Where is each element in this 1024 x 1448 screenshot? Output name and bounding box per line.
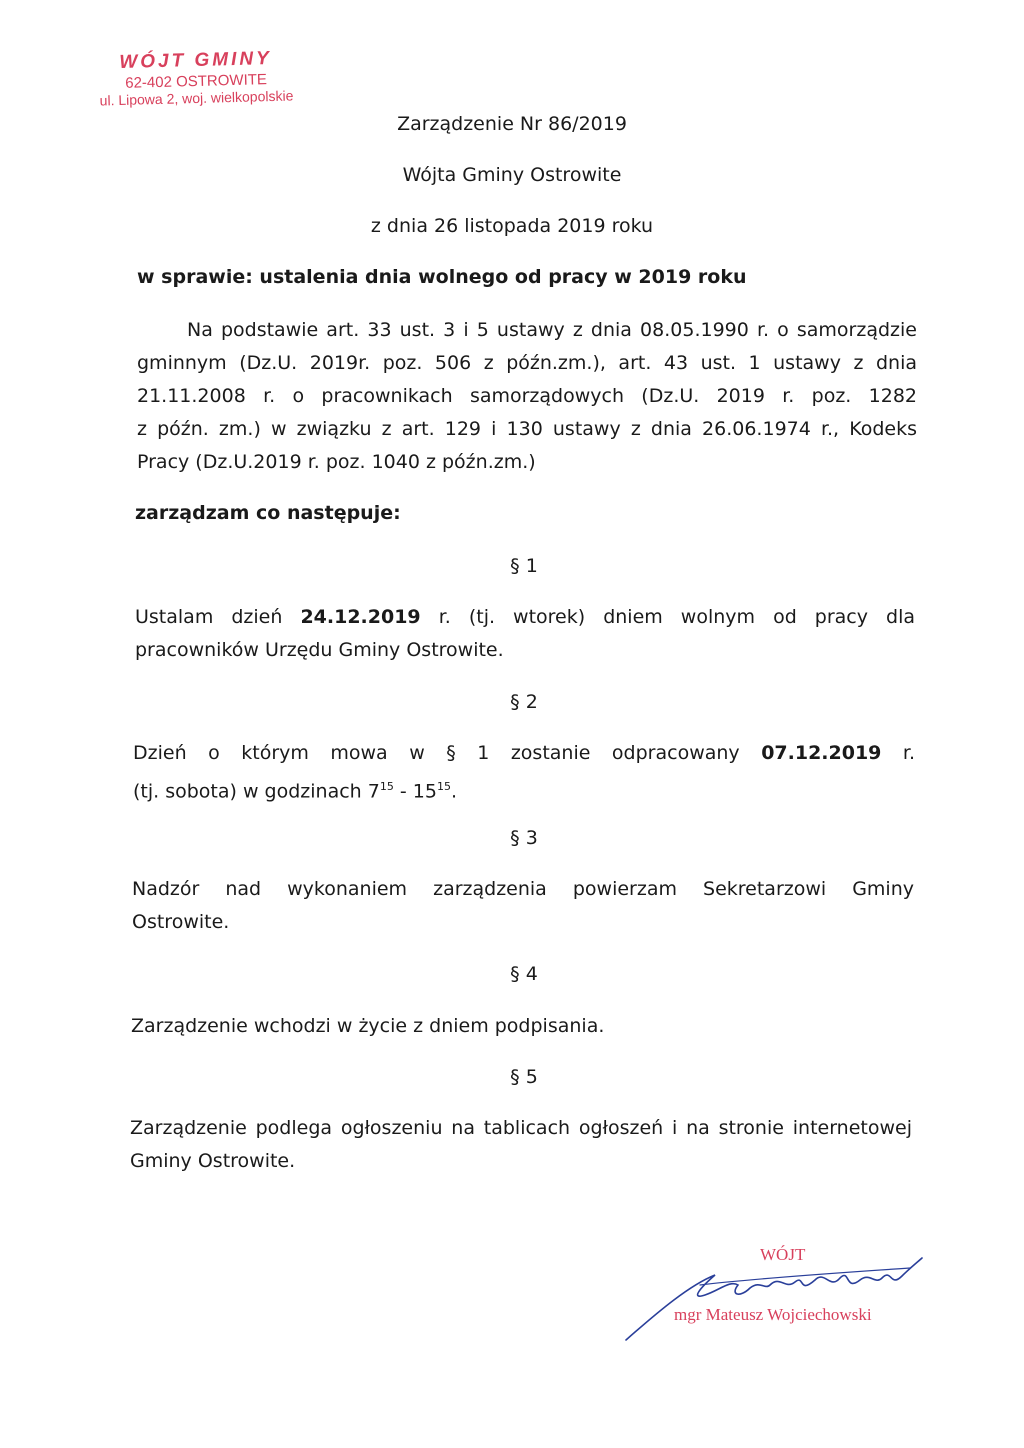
section-5-line: Zarządzenie podlega ogłoszeniu na tablicach ogłoszeń i na stronie internetowej xyxy=(130,1117,912,1139)
decree-intro: zarządzam co następuje: xyxy=(135,502,401,524)
date-highlight: 24.12.2019 xyxy=(300,606,421,628)
handwritten-signature xyxy=(620,1240,940,1350)
preamble-line: z późn. zm.) w związku z art. 129 i 130 ustawy z dnia 26.06.1974 r., Kodeks xyxy=(137,418,917,440)
text: - 15 xyxy=(393,780,437,803)
signature-title: WÓJT xyxy=(760,1245,806,1264)
document-subject: w sprawie: ustalenia dnia wolnego od pracy w 2019 roku xyxy=(137,266,747,288)
section-1-heading: § 1 xyxy=(510,555,538,577)
section-1-line: pracowników Urzędu Gminy Ostrowite. xyxy=(135,639,504,661)
text: Dzień o którym mowa w § 1 zostanie odpracowany xyxy=(133,742,740,764)
stamp-title: WÓJT GMINY xyxy=(119,48,273,73)
section-4-line: Zarządzenie wchodzi w życie z dniem podpisania. xyxy=(131,1015,605,1037)
document-authority: Wójta Gminy Ostrowite xyxy=(402,164,622,186)
section-1-body xyxy=(135,601,915,667)
section-5-body xyxy=(130,1112,912,1178)
preamble-line: Pracy (Dz.U.2019 r. poz. 1040 z późn.zm.) xyxy=(137,451,536,473)
text: (tj. sobota) w godzinach 7 xyxy=(133,780,380,803)
section-3-line: Nadzór nad wykonaniem zarządzenia powierzam Sekretarzowi Gminy xyxy=(132,878,914,900)
superscript: 15 xyxy=(379,780,394,793)
preamble xyxy=(137,314,917,479)
section-5-line: Gminy Ostrowite. xyxy=(130,1150,296,1172)
preamble-line: Na podstawie art. 33 ust. 3 i 5 ustawy z dnia 08.05.1990 r. o samorządzie xyxy=(187,319,917,341)
section-2-heading: § 2 xyxy=(510,691,538,713)
date-highlight: 07.12.2019 xyxy=(761,742,882,764)
stamp-postcode: 62-402 OSTROWITE xyxy=(125,71,268,92)
text: . xyxy=(450,780,458,803)
text: r. xyxy=(902,742,916,764)
stamp-address: ul. Lipowa 2, woj. wielkopolskie xyxy=(99,87,294,109)
superscript: 15 xyxy=(436,780,451,793)
signatory-name: mgr Mateusz Wojciechowski xyxy=(674,1305,872,1324)
office-stamp xyxy=(75,47,316,109)
preamble-line: gminnym (Dz.U. 2019r. poz. 506 z późn.zm.), art. 43 ust. 1 ustawy z dnia xyxy=(137,352,917,374)
section-4-heading: § 4 xyxy=(510,963,538,985)
section-2-body xyxy=(133,737,915,808)
document-title: Zarządzenie Nr 86/2019 xyxy=(397,113,627,135)
text: Ustalam dzień xyxy=(135,606,301,628)
text: r. (tj. wtorek) dniem wolnym od pracy dla xyxy=(420,606,916,628)
section-2-line xyxy=(133,770,915,808)
section-3-heading: § 3 xyxy=(510,827,538,849)
section-3-body xyxy=(132,873,914,939)
section-5-heading: § 5 xyxy=(510,1066,538,1088)
section-3-line: Ostrowite. xyxy=(132,911,230,933)
section-2-line xyxy=(133,737,915,770)
section-1-line xyxy=(135,601,915,634)
section-4-body xyxy=(131,1010,913,1043)
document-date: z dnia 26 listopada 2019 roku xyxy=(370,215,654,237)
preamble-line: 21.11.2008 r. o pracownikach samorządowych (Dz.U. 2019 r. poz. 1282 xyxy=(137,385,917,407)
